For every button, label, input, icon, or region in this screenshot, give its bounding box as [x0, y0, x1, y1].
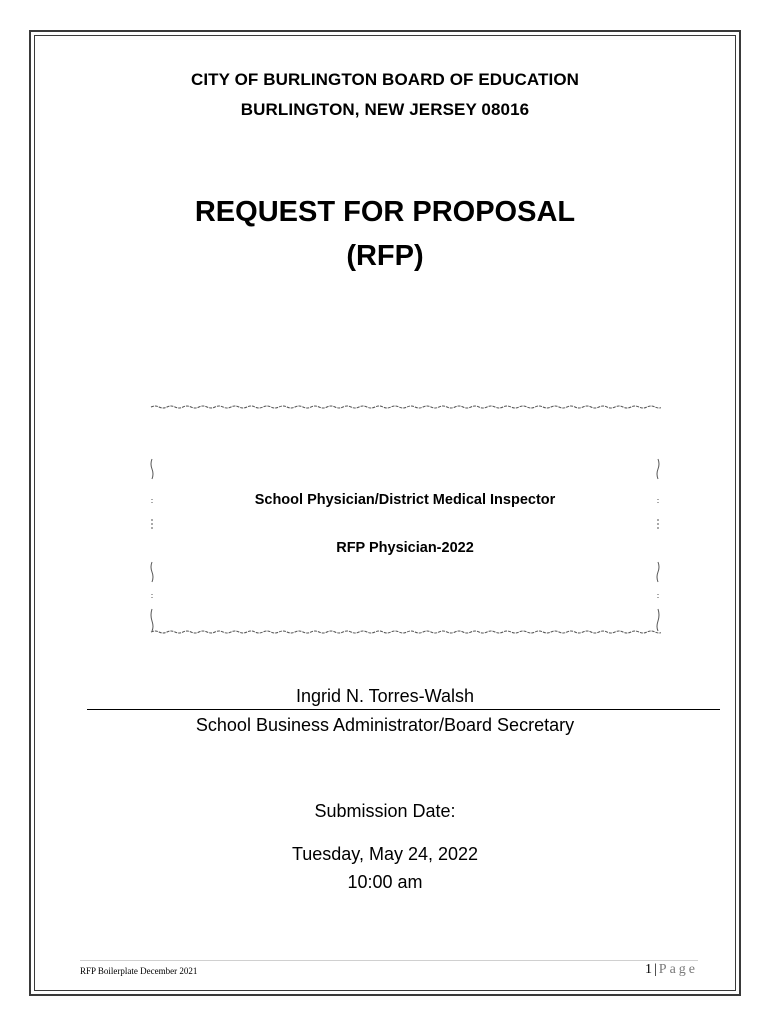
- document-subtitle: (RFP): [346, 240, 424, 272]
- rfp-box-frame: [149, 404, 661, 636]
- submission-date: Tuesday, May 24, 2022: [291, 844, 479, 864]
- footer-document-label: RFP Boilerplate December 2021: [80, 966, 198, 976]
- document-title: REQUEST FOR PROPOSAL: [194, 196, 576, 228]
- org-name: CITY OF BURLINGTON BOARD OF EDUCATION: [190, 70, 580, 89]
- rfp-service-title: School Physician/District Medical Inspector: [254, 492, 556, 508]
- rfp-number: RFP Physician-2022: [336, 540, 474, 556]
- footer-divider: [80, 960, 698, 961]
- signer-name: Ingrid N. Torres-Walsh: [295, 686, 475, 706]
- signature-line: [87, 709, 720, 710]
- rfp-info-box: [149, 404, 661, 634]
- footer-page-indicator: [645, 962, 698, 978]
- org-address: BURLINGTON, NEW JERSEY 08016: [240, 100, 530, 119]
- page-number: 1: [644, 962, 652, 977]
- submission-date-label: Submission Date:: [314, 801, 456, 821]
- submission-time: 10:00 am: [347, 872, 423, 892]
- signer-title: School Business Administrator/Board Secretary: [195, 715, 575, 735]
- page-separator: |: [653, 962, 657, 977]
- page-word: Page: [658, 962, 698, 977]
